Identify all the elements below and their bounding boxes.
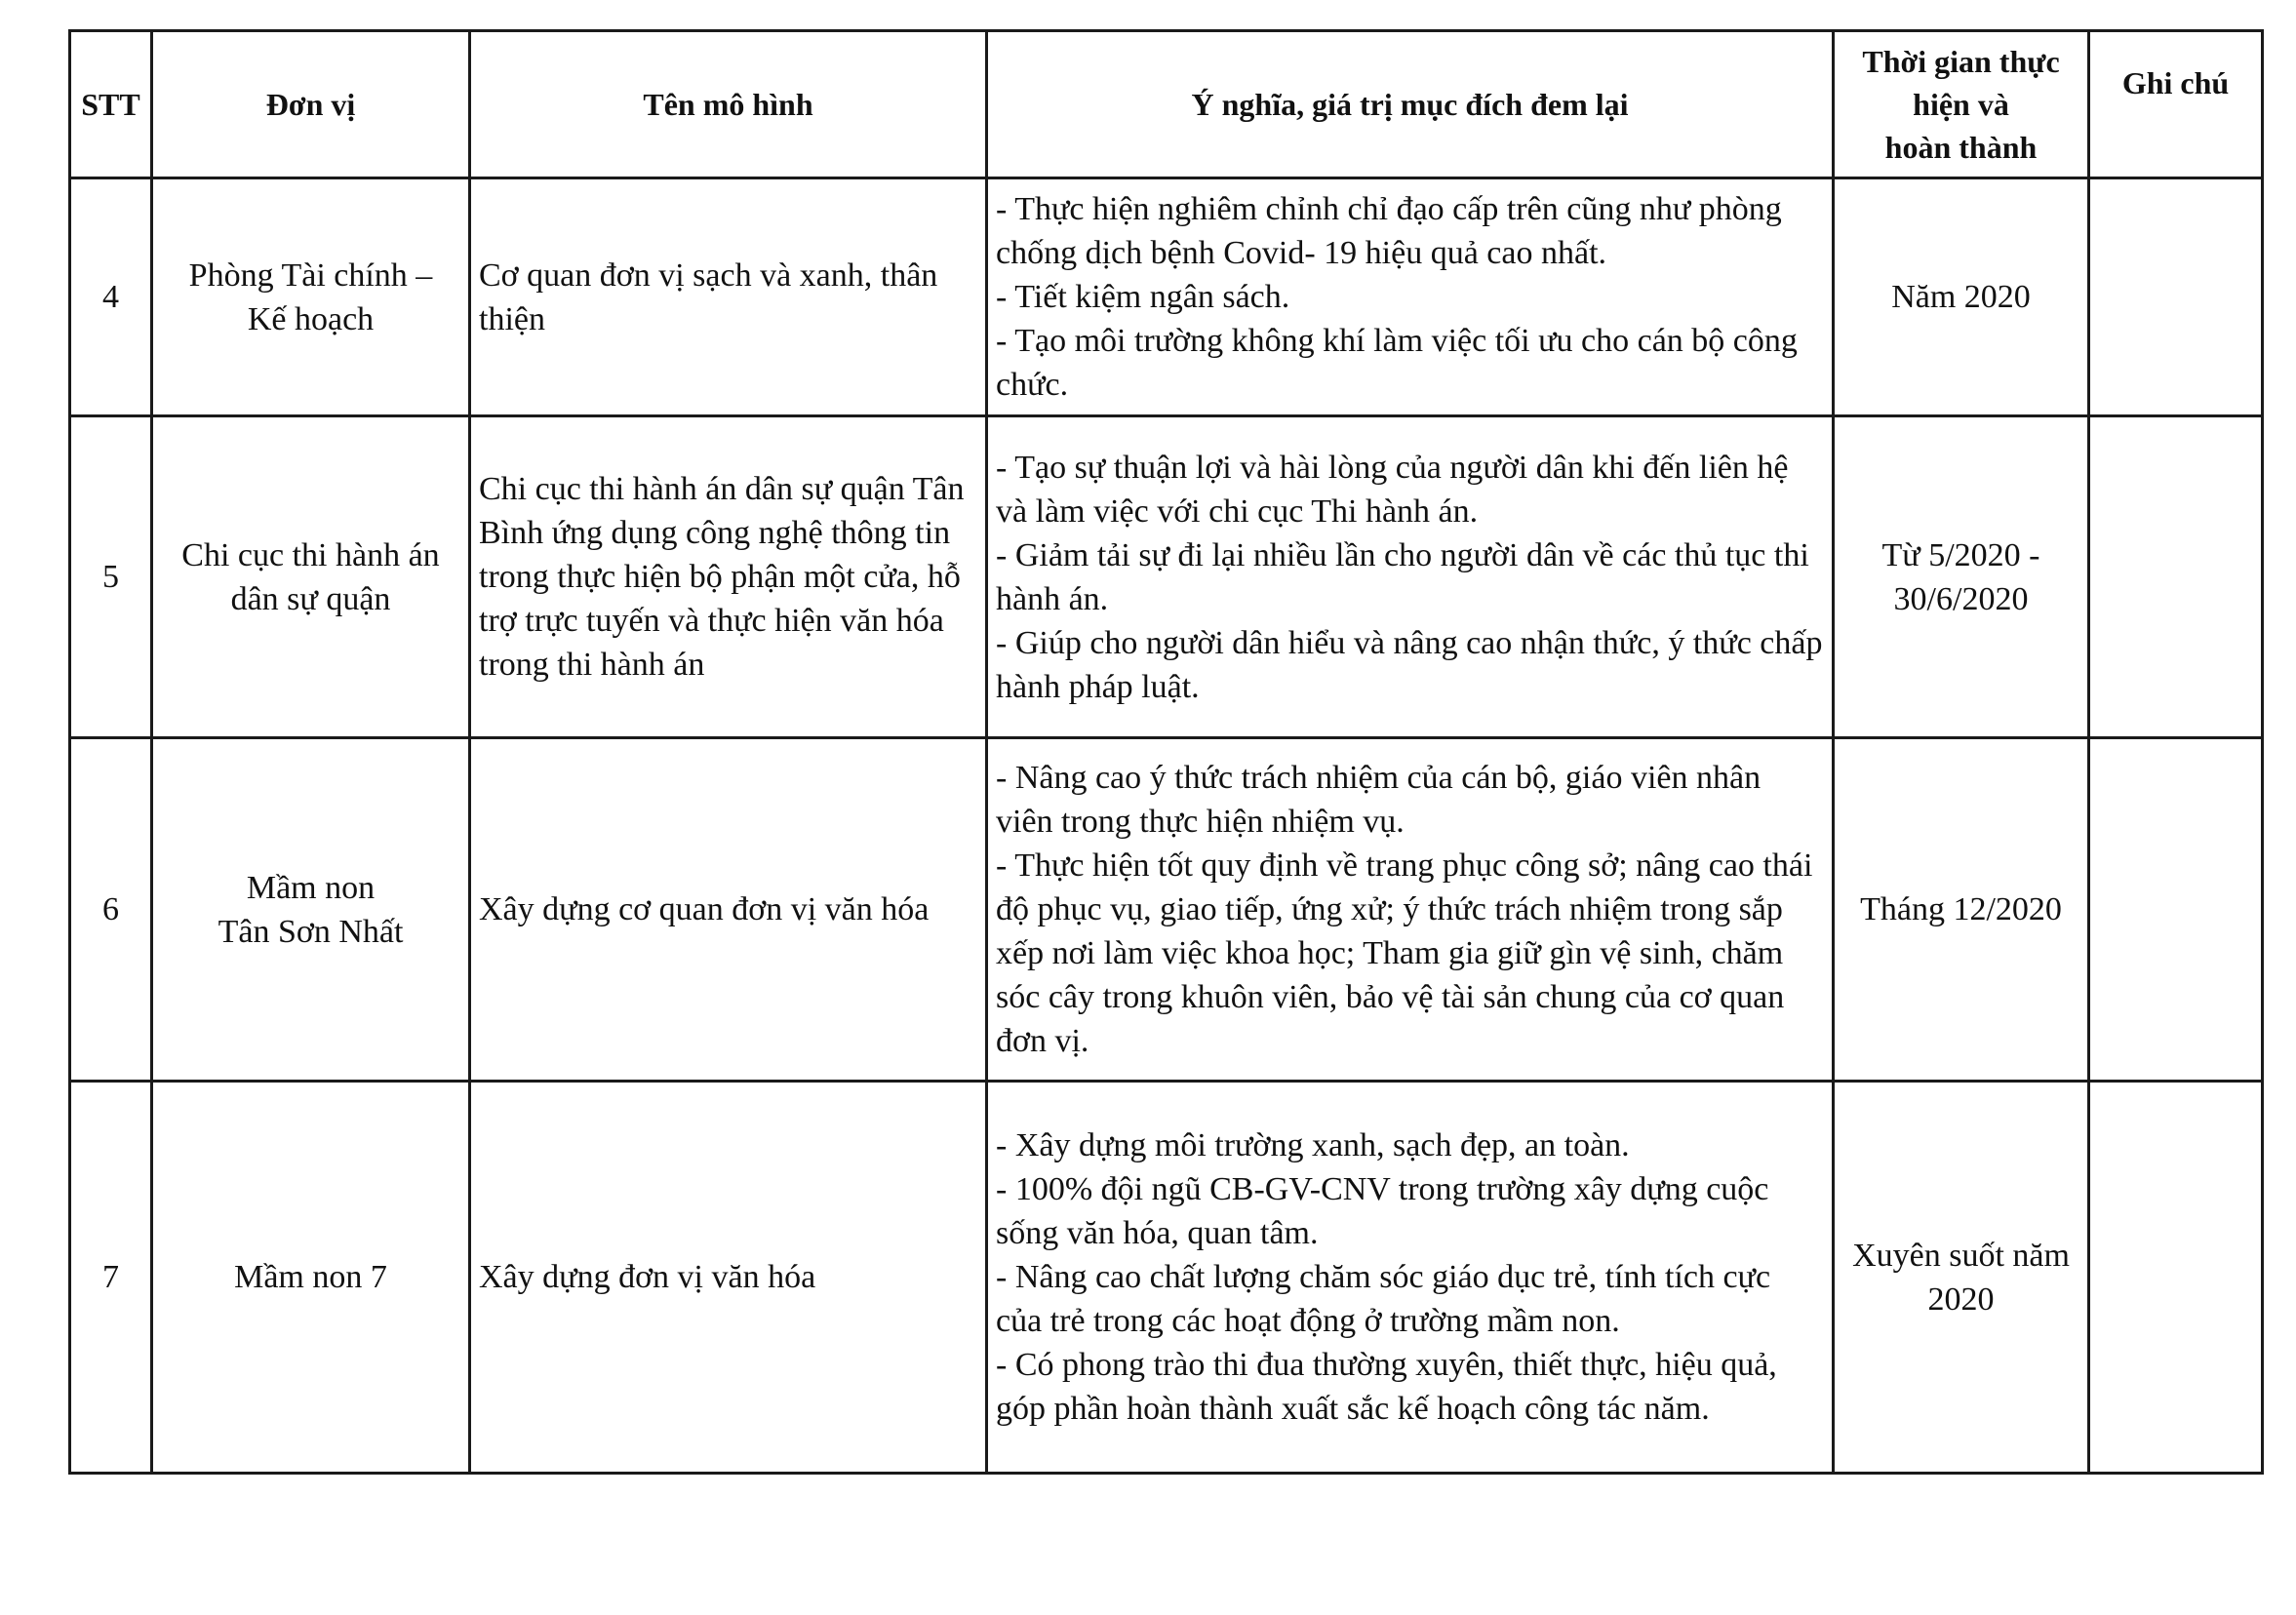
models-table: [68, 29, 2264, 1475]
header-time: [1834, 31, 2089, 178]
meaning-item: - Tiết kiệm ngân sách.: [996, 279, 1290, 315]
unit-line: Phòng Tài chính –: [188, 256, 433, 294]
document-page: [68, 29, 2261, 1445]
cell-note: [2089, 416, 2263, 738]
meaning-item: - Nâng cao ý thức trách nhiệm của cán bộ, giáo viên nhân viên trong thực hiện nhiệm vụ.: [996, 760, 1762, 840]
cell-model: Xây dựng cơ quan đơn vị văn hóa: [470, 738, 987, 1082]
table-row: [70, 738, 2263, 1082]
cell-model: Xây dựng đơn vị văn hóa: [470, 1082, 987, 1474]
meaning-item: - Thực hiện tốt quy định về trang phục công sở; nâng cao thái độ phục vụ, giao tiếp, ứng xử; ý thức trách nhiệm trong sắp xếp nơi làm việc khoa học; Tham gia giữ gìn vệ sinh, chăm sóc cây trong khuôn viên, bảo vệ tài sản chung của cơ quan đơn vị.: [996, 847, 1813, 1059]
unit-line: dân sự quận: [230, 580, 391, 617]
header-time-line2: hiện và: [1913, 87, 2009, 122]
cell-model: Chi cục thi hành án dân sự quận Tân Bình ứng dụng công nghệ thông tin trong thực hiện bộ phận một cửa, hỗ trợ trực tuyến và thực hiện văn hóa trong thi hành án: [470, 416, 987, 738]
cell-time: [1834, 1082, 2089, 1474]
cell-meaning: [987, 178, 1834, 416]
unit-line: Mầm non: [246, 869, 376, 906]
cell-time: [1834, 416, 2089, 738]
header-meaning: Ý nghĩa, giá trị mục đích đem lại: [987, 31, 1834, 178]
cell-time: [1834, 738, 2089, 1082]
table-row: [70, 178, 2263, 416]
cell-unit: [152, 1082, 470, 1474]
meaning-item: - Giúp cho người dân hiểu và nâng cao nhận thức, ý thức chấp hành pháp luật.: [996, 624, 1823, 705]
header-unit: Đơn vị: [152, 31, 470, 178]
meaning-item: - Tạo môi trường không khí làm việc tối ưu cho cán bộ công chức.: [996, 323, 1798, 403]
cell-unit: [152, 178, 470, 416]
meaning-item: - Xây dựng môi trường xanh, sạch đẹp, an toàn.: [996, 1127, 1630, 1163]
cell-stt: 7: [70, 1082, 152, 1474]
table-row: [70, 416, 2263, 738]
meaning-item: - Thực hiện nghiêm chỉnh chỉ đạo cấp trên cũng như phòng chống dịch bệnh Covid- 19 hiệu quả cao nhất.: [996, 191, 1782, 271]
table-header-row: [70, 31, 2263, 178]
time-line: 2020: [1927, 1280, 1995, 1318]
unit-line: Kế hoạch: [247, 300, 375, 337]
header-note: Ghi chú: [2089, 31, 2263, 178]
cell-meaning: [987, 738, 1834, 1082]
unit-line: Chi cục thi hành án: [181, 536, 440, 573]
time-line: 30/6/2020: [1893, 580, 2029, 617]
meaning-item: - Có phong trào thi đua thường xuyên, thiết thực, hiệu quả, góp phần hoàn thành xuất sắc kế hoạch công tác năm.: [996, 1347, 1777, 1427]
cell-unit: [152, 416, 470, 738]
cell-stt: 6: [70, 738, 152, 1082]
cell-unit: [152, 738, 470, 1082]
header-stt: STT: [70, 31, 152, 178]
meaning-item: - Nâng cao chất lượng chăm sóc giáo dục trẻ, tính tích cực của trẻ trong các hoạt động ở trường mầm non.: [996, 1259, 1771, 1339]
meaning-item: - 100% đội ngũ CB-GV-CNV trong trường xây dựng cuộc sống văn hóa, quan tâm.: [996, 1171, 1769, 1251]
time-line: Tháng 12/2020: [1860, 891, 2062, 927]
table-row: [70, 1082, 2263, 1474]
meaning-item: - Tạo sự thuận lợi và hài lòng của người dân khi đến liên hệ và làm việc với chi cục Thi hành án.: [996, 449, 1789, 530]
header-time-line3: hoàn thành: [1884, 130, 2038, 165]
unit-line: Tân Sơn Nhất: [218, 913, 404, 950]
cell-meaning: [987, 416, 1834, 738]
cell-meaning: [987, 1082, 1834, 1474]
cell-note: [2089, 178, 2263, 416]
cell-stt: 5: [70, 416, 152, 738]
cell-model: Cơ quan đơn vị sạch và xanh, thân thiện: [470, 178, 987, 416]
cell-time: [1834, 178, 2089, 416]
time-line: Năm 2020: [1891, 279, 2031, 315]
meaning-item: - Giảm tải sự đi lại nhiều lần cho người dân về các thủ tục thi hành án.: [996, 536, 1809, 617]
time-line: Từ 5/2020 -: [1881, 536, 2040, 573]
unit-line: Mầm non 7: [234, 1259, 387, 1295]
cell-note: [2089, 738, 2263, 1082]
time-line: Xuyên suốt năm: [1852, 1237, 2070, 1274]
header-model: Tên mô hình: [470, 31, 987, 178]
cell-stt: 4: [70, 178, 152, 416]
header-time-line1: Thời gian thực: [1862, 44, 2060, 79]
cell-note: [2089, 1082, 2263, 1474]
